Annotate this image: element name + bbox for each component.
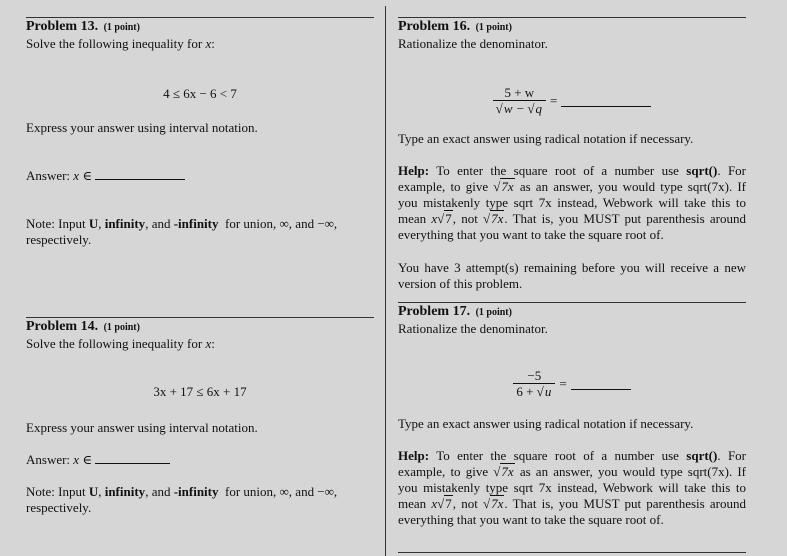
problem-17 [398, 302, 747, 527]
attempts-text: You have 3 attempt(s) remaining before you will receive a new version of this problem. [398, 260, 746, 291]
help-text: Help: To enter the square root of a number use sqrt(). For example, to give √7x as an answer, you would type sqrt(7x). If you mistakenly type sqrt 7x instead, Webwork will take this to mean x√7, not √7x. That is, you MUST put parenthesis around everything that you want to take the square root of. [398, 448, 747, 527]
inequality: 3x + 17 ≤ 6x + 17 [153, 384, 247, 399]
exact-instruction: Type an exact answer using radical notation if necessary. [398, 131, 694, 146]
next-problem-rule [398, 552, 746, 553]
column-divider [385, 6, 386, 556]
equals-sign: = [549, 93, 558, 108]
equation [398, 368, 746, 400]
problem-title: Problem 13. [26, 19, 99, 34]
equals-sign: = [559, 376, 567, 391]
problem-13 [26, 17, 374, 247]
answer-input[interactable] [561, 96, 651, 107]
problem-prompt: Rationalize the denominator. [398, 321, 548, 336]
input-note: Note: Input U, infinity, and -infinity for union, ∞, and −∞, respectively. [26, 484, 338, 515]
answer-input[interactable] [95, 453, 170, 464]
problem-title: Problem 14. [26, 319, 99, 334]
problem-16-header [398, 17, 746, 36]
problem-title: Problem 17. [398, 304, 471, 319]
express-instruction: Express your answer using interval notation. [26, 420, 258, 435]
answer-input[interactable] [95, 169, 185, 180]
inequality: 4 ≤ 6x − 6 < 7 [163, 86, 237, 101]
points-label: (1 point) [103, 22, 140, 33]
denominator: √w − √q [493, 100, 546, 117]
numerator: −5 [527, 368, 542, 383]
answer-row: Answer: x ∈ [26, 452, 374, 468]
fraction [493, 85, 546, 117]
points-label: (1 point) [475, 22, 512, 33]
problem-14 [26, 317, 374, 515]
problem-16 [398, 17, 747, 291]
fraction [513, 368, 555, 400]
equation [398, 85, 746, 117]
points-label: (1 point) [475, 307, 512, 318]
problem-prompt: Solve the following inequality for x: [26, 36, 215, 51]
problem-17-header [398, 302, 746, 321]
numerator: 5 + w [504, 85, 535, 100]
answer-input[interactable] [571, 379, 631, 390]
answer-row: Answer: x ∈ [26, 168, 374, 184]
problem-13-header [26, 17, 374, 36]
help-text: Help: To enter the square root of a number use sqrt(). For example, to give √7x as an answer, you would type sqrt(7x). If you mistakenly type sqrt 7x instead, Webwork will take this to mean x√7, not √7x. That is, you MUST put parenthesis around everything that you want to take the square root of. [398, 163, 747, 242]
problem-14-header [26, 317, 374, 336]
input-note: Note: Input U, infinity, and -infinity for union, ∞, and −∞, respectively. [26, 216, 338, 247]
problem-prompt: Rationalize the denominator. [398, 36, 548, 51]
problem-prompt: Solve the following inequality for x: [26, 336, 215, 351]
denominator: 6 + √u [513, 383, 555, 400]
problem-title: Problem 16. [398, 19, 471, 34]
exact-instruction: Type an exact answer using radical notation if necessary. [398, 416, 694, 431]
express-instruction: Express your answer using interval notation. [26, 120, 258, 135]
points-label: (1 point) [103, 322, 140, 333]
